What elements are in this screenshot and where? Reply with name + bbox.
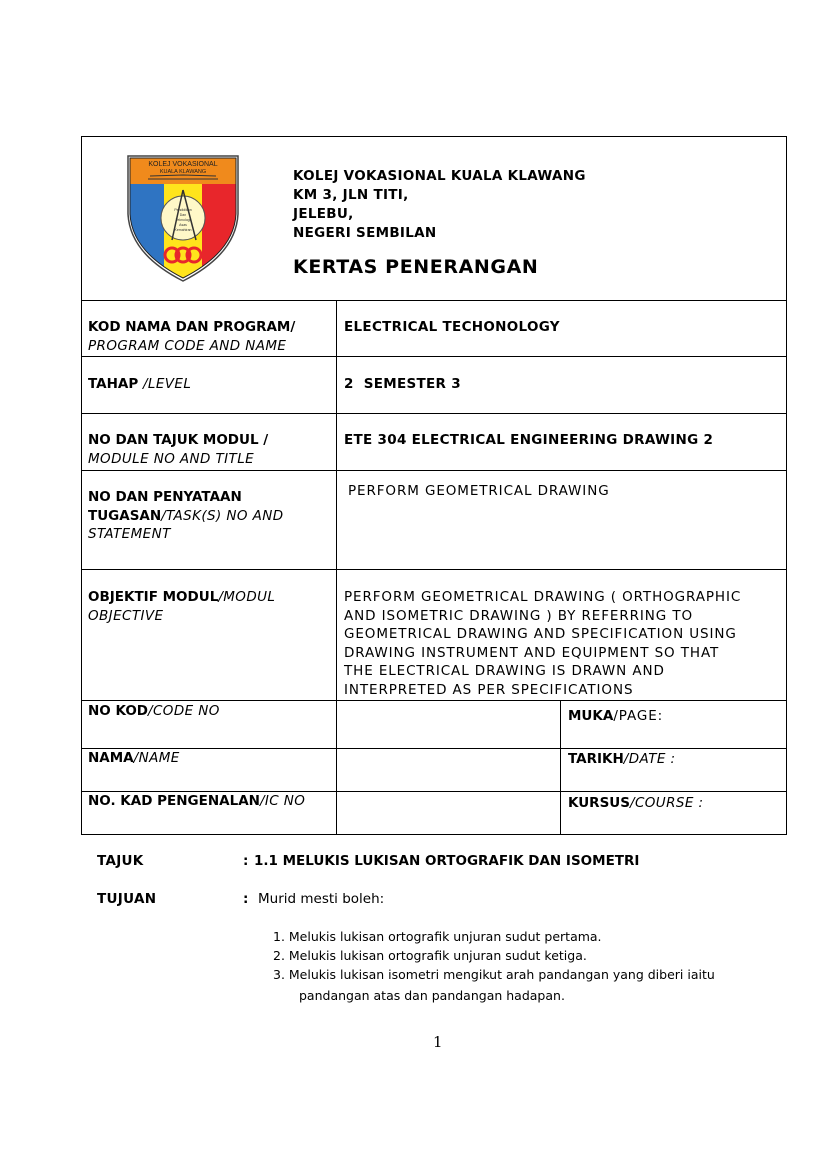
tujuan-value: Murid mesti boleh: <box>258 891 385 907</box>
institution-address <box>293 167 586 243</box>
label-italic: STATEMENT <box>88 526 171 542</box>
course-field[interactable] <box>561 792 786 835</box>
sheet-header <box>82 137 786 301</box>
ic-no-field[interactable] <box>337 792 561 835</box>
date-field[interactable] <box>561 749 786 791</box>
program-label <box>82 300 337 356</box>
tujuan-colon: : <box>243 891 249 907</box>
crest-center-text: Asas <box>179 223 187 227</box>
level-value: 2 SEMESTER 3 <box>344 376 461 392</box>
label-italic: /CODE NO <box>148 703 220 719</box>
name-field[interactable] <box>337 749 561 791</box>
label-bold: MUKA <box>568 708 614 724</box>
code-no-field[interactable] <box>337 701 561 748</box>
document-title: KERTAS PENERANGAN <box>293 256 539 278</box>
crest-center-text: Pendidikan <box>174 208 192 212</box>
objective-value <box>337 570 786 700</box>
level-label <box>82 357 337 413</box>
row-task <box>82 471 786 570</box>
row-objective <box>82 570 786 701</box>
label-italic: OBJECTIVE <box>88 607 164 624</box>
program-value: ELECTRICAL TECHONOLOGY <box>344 319 560 335</box>
label-bold: TAHAP <box>88 376 143 392</box>
label-italic: /IC NO <box>259 793 306 809</box>
address-line: JELEBU, <box>293 206 354 222</box>
objective-item: 3. Melukis lukisan isometri mengikut arah pandangan yang diberi iaitu <box>273 967 715 982</box>
label-italic: /LEVEL <box>142 376 192 392</box>
objective-line: DRAWING INSTRUMENT AND EQUIPMENT SO THAT <box>344 644 720 661</box>
page-number: 1 <box>433 1033 443 1051</box>
label-bold: NO DAN TAJUK MODUL / <box>88 432 269 448</box>
info-sheet-frame <box>81 136 787 835</box>
task-label <box>82 471 337 569</box>
college-crest-logo <box>126 154 240 282</box>
crest-center-text: Dan <box>179 213 187 217</box>
label-italic: MODULE NO AND TITLE <box>88 450 255 467</box>
row-level <box>82 357 786 414</box>
label-bold: NO DAN PENYATAAN <box>88 489 242 505</box>
address-line: KM 3, JLN TITI, <box>293 187 409 203</box>
module-label <box>82 414 337 470</box>
objective-label <box>82 570 337 700</box>
address-line: NEGERI SEMBILAN <box>293 225 437 241</box>
label-bold: NAMA <box>88 750 134 766</box>
objective-item: 1. Melukis lukisan ortografik unjuran sudut pertama. <box>273 929 602 944</box>
crest-center-text: Kemahiran <box>174 228 192 232</box>
label-italic: /COURSE : <box>630 795 704 811</box>
objective-line: THE ELECTRICAL DRAWING IS DRAWN AND <box>344 663 665 679</box>
label-bold: TUGASAN <box>88 507 162 524</box>
row-module <box>82 414 786 471</box>
objective-item-continuation: pandangan atas dan pandangan hadapan. <box>299 988 565 1003</box>
page-field[interactable] <box>561 701 786 748</box>
label-bold: OBJEKTIF MODUL <box>88 589 219 605</box>
task-value: PERFORM GEOMETRICAL DRAWING <box>348 483 610 499</box>
institution-name: KOLEJ VOKASIONAL KUALA KLAWANG <box>293 168 586 184</box>
row-ic-no <box>82 792 786 835</box>
name-label <box>82 749 337 791</box>
objective-line: INTERPRETED AS PER SPECIFICATIONS <box>344 681 634 698</box>
label-italic: PROGRAM CODE AND NAME <box>88 337 287 354</box>
row-code-no <box>82 701 786 749</box>
objective-line: PERFORM GEOMETRICAL DRAWING ( ORTHOGRAPHIC <box>344 589 742 605</box>
module-value: ETE 304 ELECTRICAL ENGINEERING DRAWING 2 <box>344 432 714 448</box>
objective-item: 2. Melukis lukisan ortografik unjuran sudut ketiga. <box>273 948 587 963</box>
label-regular: /PAGE: <box>613 708 664 724</box>
label-italic: /NAME <box>133 750 180 766</box>
objective-line: AND ISOMETRIC DRAWING ) BY REFERRING TO <box>344 607 693 624</box>
tajuk-value: 1.1 MELUKIS LUKISAN ORTOGRAFIK DAN ISOMETRI <box>254 853 640 869</box>
crest-center-text: Teknologi <box>175 218 191 222</box>
label-bold: KURSUS <box>568 795 630 811</box>
tajuk-label: TAJUK <box>97 853 144 869</box>
label-italic: /TASK(S) NO AND <box>161 507 284 524</box>
crest-banner-line-2: KUALA KLAWANG <box>159 169 207 175</box>
objective-line: GEOMETRICAL DRAWING AND SPECIFICATION USING <box>344 626 737 642</box>
tajuk-colon: : <box>243 853 249 869</box>
tujuan-label: TUJUAN <box>97 891 157 907</box>
row-name <box>82 749 786 792</box>
label-bold: NO. KAD PENGENALAN <box>88 793 260 809</box>
row-program <box>82 300 786 357</box>
ic-no-label <box>82 792 337 835</box>
label-bold: NO KOD <box>88 703 149 719</box>
label-bold: TARIKH <box>568 751 624 767</box>
crest-banner-line-1: KOLEJ VOKASIONAL <box>148 161 218 168</box>
code-no-label <box>82 701 337 748</box>
label-bold: KOD NAMA DAN PROGRAM/ <box>88 319 296 335</box>
label-italic: /MODUL <box>218 589 276 605</box>
label-italic: /DATE : <box>623 751 676 767</box>
